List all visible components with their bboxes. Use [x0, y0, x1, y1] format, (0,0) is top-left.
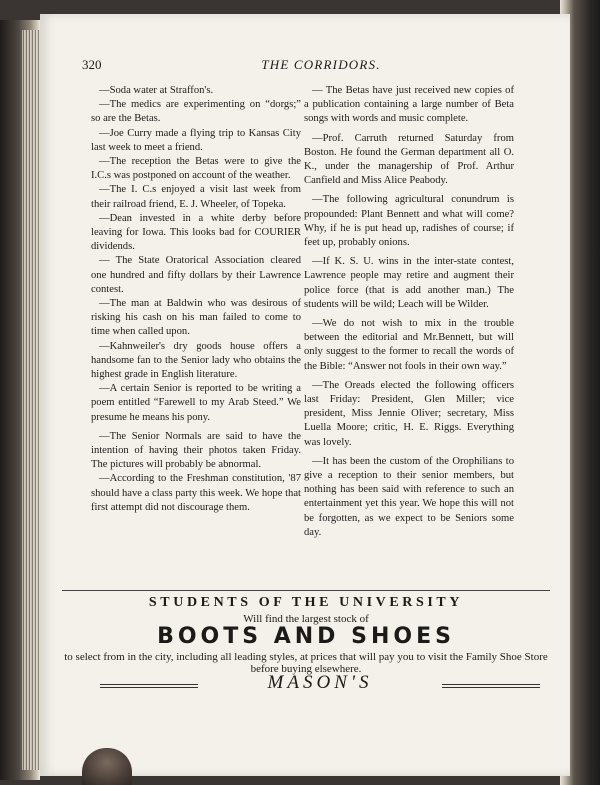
news-item: —The Senior Normals are said to have the intention of having their photos taken Friday. The pictures will probably be abnormal.	[91, 430, 301, 471]
news-item: —A certain Senior is reported to be writing a poem entitled “Farewell to my Arab Steed.” We presume he means his pony.	[91, 383, 301, 423]
news-item: —If K. S. U. wins in the inter-state contest, Lawrence people may retire and augment their police force (that is add another man.) The students will be wild; Leach will be Wilder.	[304, 256, 514, 310]
news-item: —Soda water at Straffon's.	[99, 85, 214, 96]
running-head: THE CORRIDORS.	[261, 57, 381, 72]
news-item: —Joe Curry made a flying trip to Kansas City last week to meet a friend.	[91, 127, 301, 153]
ad-headline: STUDENTS OF THE UNIVERSITY	[148, 595, 464, 610]
ad-body-text: to select from in the city, including all leading styles, at prices that will pay you to visit the Family Shoe Store before buying elsewhere.	[64, 651, 548, 675]
news-item: —The following agricultural conundrum is propounded: Plant Bennett and what will come? Why, if he is put head up, radishes of course; if feet up, probably onions.	[304, 194, 514, 249]
news-item: — The State Oratorical Association cleared one hundred and fifty dollars by their Lawrence contest.	[91, 255, 301, 295]
news-item: —We do not wish to mix in the trouble between the editorial and Mr.Bennett, but will only suggest to the former to recall the words of the Bible: “Answer not fools in their own way.”	[304, 318, 514, 372]
news-item: —According to the Freshman constitution, '87 should have a class party this week. We hope that first attempt did not discourage them.	[91, 473, 301, 513]
ad-store-name: MASON'S	[267, 672, 373, 693]
news-item: — The Betas have just received new copies of a publication containing a large number of Beta songs with words and music complete.	[304, 85, 514, 125]
news-item: —The man at Baldwin who was desirous of risking his cash on his man failed to come to time when called upon.	[91, 298, 301, 338]
left-column	[91, 84, 301, 515]
news-item: —The Oreads elected the following officers last Friday: President, Glen Miller; vice president, Miss Jennie Oliver; secretary, Miss Luella Moore; critic, H. E. Riggs. Everything was lovely.	[304, 379, 514, 448]
news-item: —Dean invested in a white derby before leaving for Iowa. This looks bad for COURIER dividends.	[91, 212, 301, 253]
news-item: —The medics are experimenting on “dorgs;” so are the Betas.	[91, 99, 301, 125]
page-header	[82, 57, 560, 75]
advertisement-top-rule	[62, 590, 550, 591]
ad-product-title: BOOTS AND SHOES	[157, 624, 455, 649]
ad-subline: Will find the largest stock of	[243, 613, 369, 625]
ad-store-name-row	[100, 672, 540, 696]
right-column	[304, 84, 514, 540]
ad-ornament-rule-left	[100, 684, 198, 688]
news-item: —It has been the custom of the Orophilians to give a reception to their senior members, but nothing has been said with reference to such an entertainment yet this year. We hope this will not be forgotten, as we expect to be Seniors some day.	[304, 455, 514, 538]
news-item: —The I. C.s enjoyed a visit last week from their railroad friend, E. J. Wheeler, of Topeka.	[91, 184, 301, 210]
news-item: —The reception the Betas were to give the I.C.s was postponed on account of the weather.	[91, 156, 301, 182]
page-edges	[22, 30, 40, 770]
news-item: —Kahnweiler's dry goods house offers a handsome fan to the Senior lady who obtains the highest grade in English literature.	[91, 340, 301, 381]
news-item: —Prof. Carruth returned Saturday from Boston. He found the German department all O. K., under the managership of Prof. Arthur Canfield and Miss Alice Peabody.	[304, 132, 514, 187]
page-number: 320	[82, 57, 102, 72]
ad-ornament-rule-right	[442, 684, 540, 688]
